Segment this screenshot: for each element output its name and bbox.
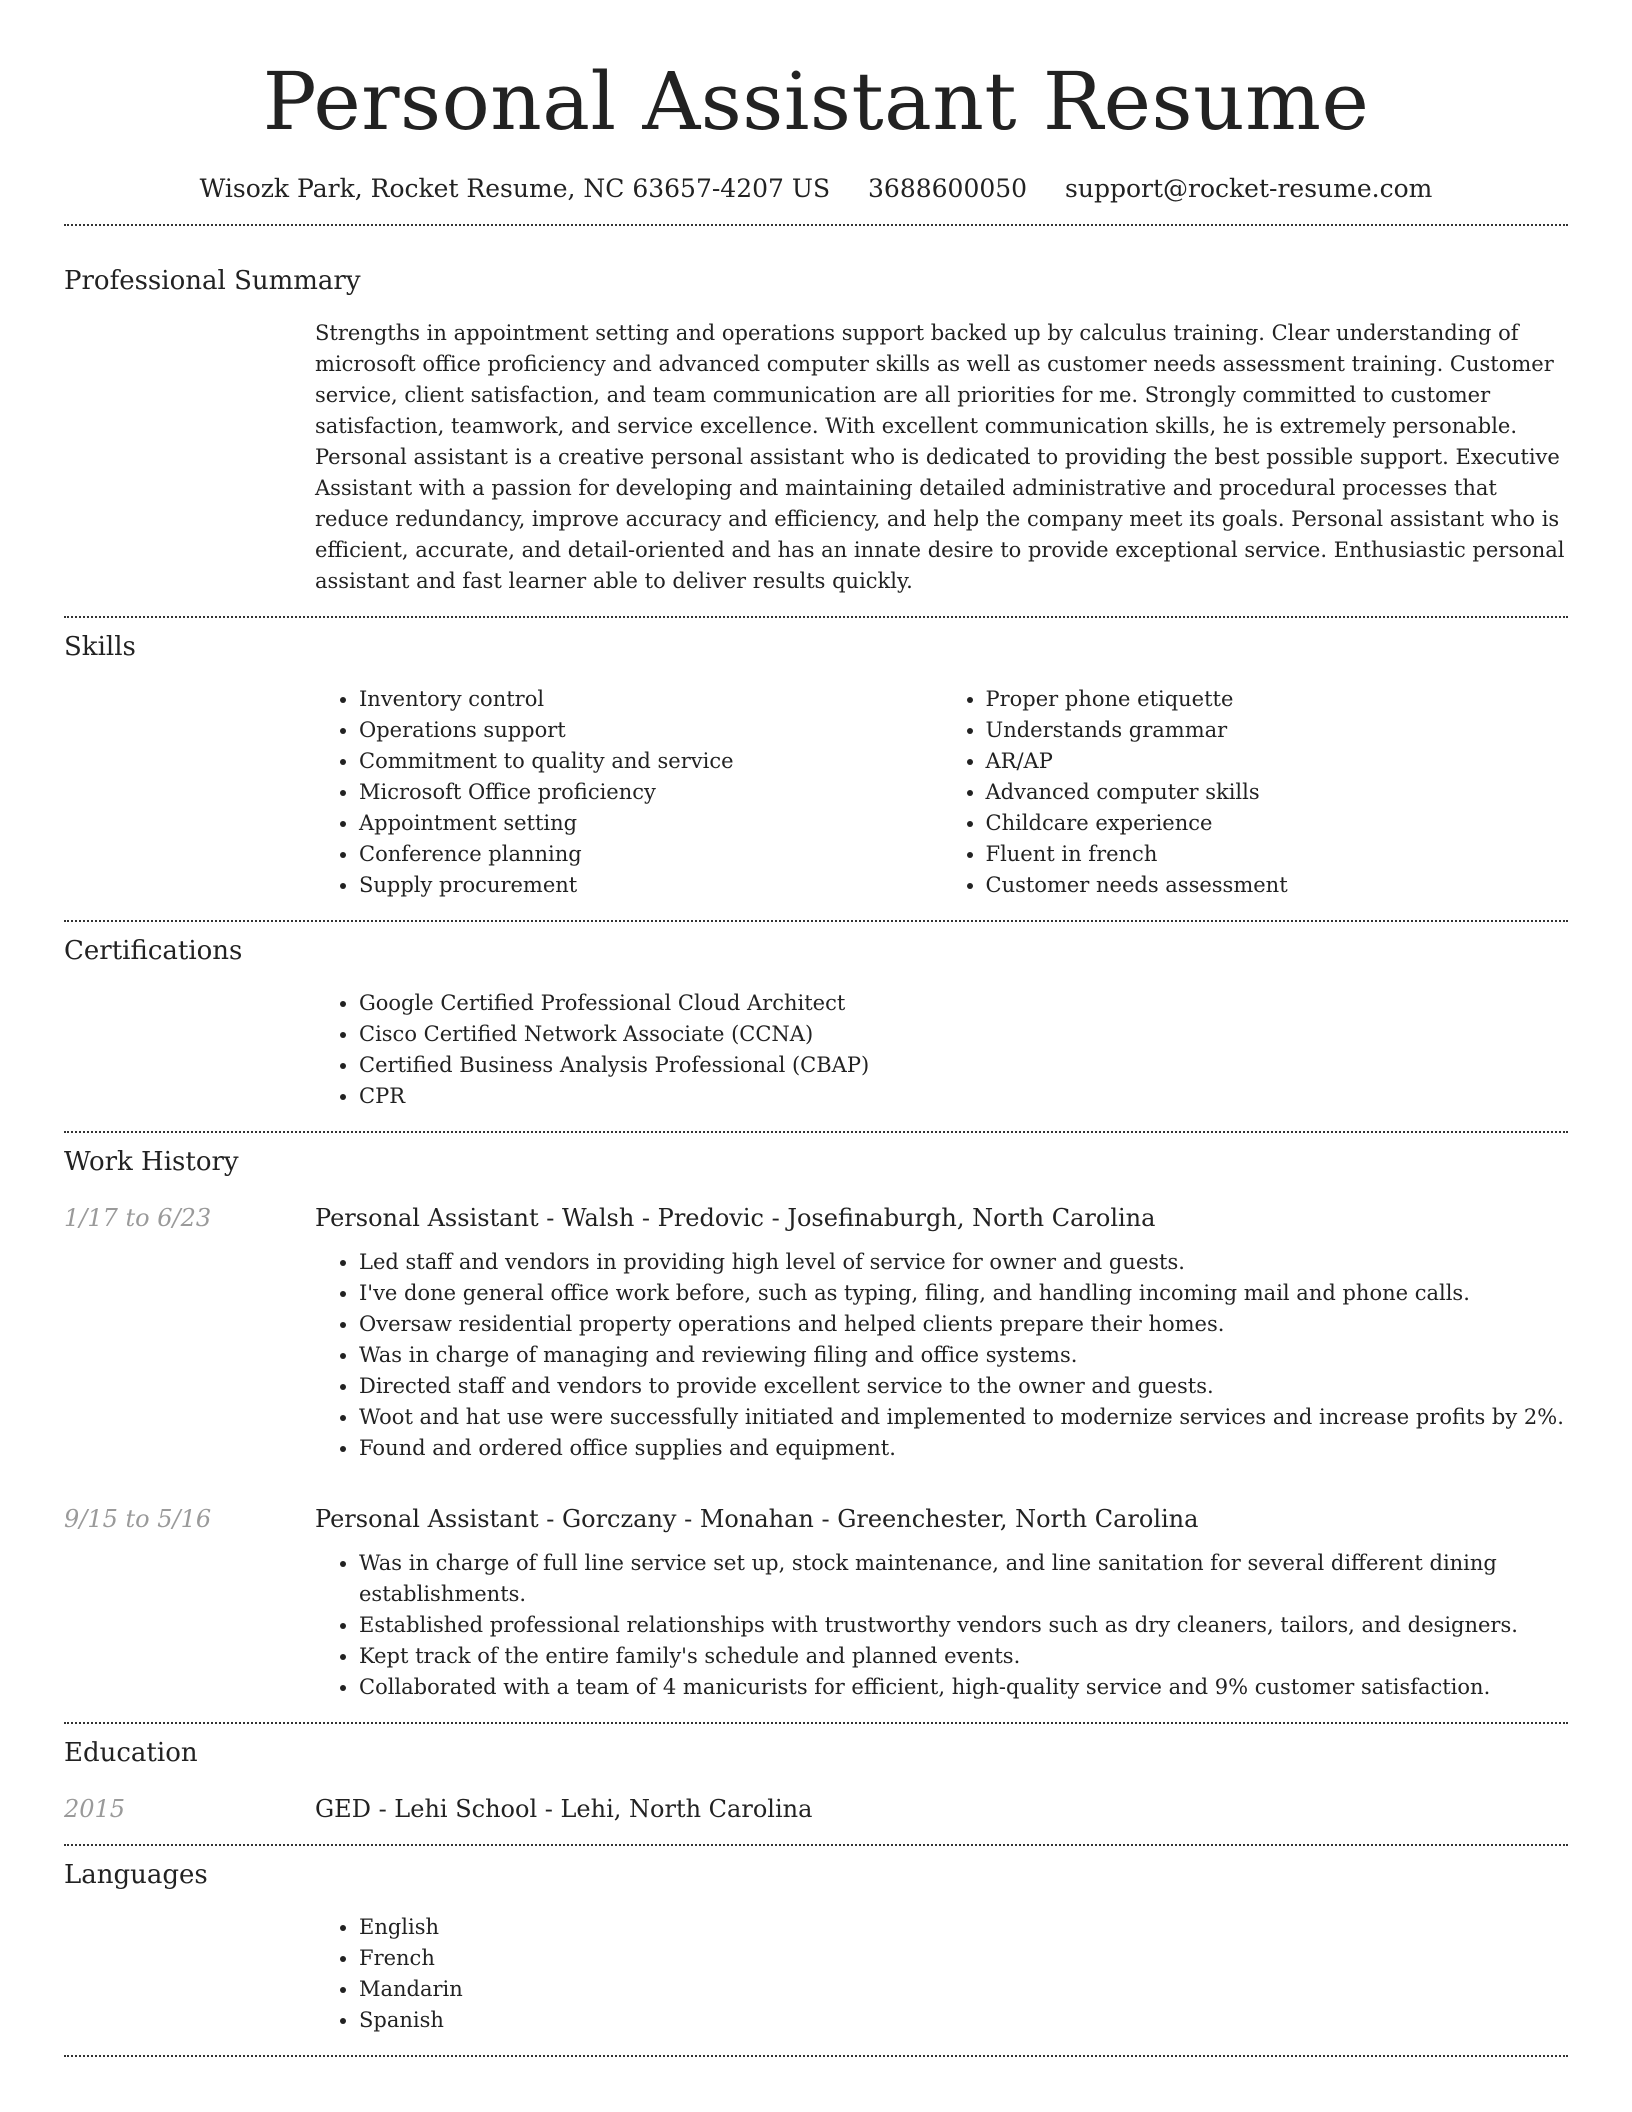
certifications-list <box>315 988 1568 1112</box>
list-item: • Conference planning <box>359 839 942 870</box>
list-item: • Supply procurement <box>359 870 942 901</box>
job-date: 1/17 to 6/23 <box>64 1204 212 1232</box>
list-item: • Microsoft Office proficiency <box>359 777 942 808</box>
education-entry: GED - Lehi School - Lehi, North Carolina <box>315 1795 813 1823</box>
list-item: • Commitment to quality and service <box>359 746 942 777</box>
section-title-skills: Skills <box>64 632 136 662</box>
list-item: • Advanced computer skills <box>986 777 1569 808</box>
divider <box>64 616 1568 618</box>
divider <box>64 1844 1568 1846</box>
list-item: • French <box>359 1943 1568 1974</box>
education-date: 2015 <box>64 1795 126 1823</box>
summary-text: Strengths in appointment setting and operations support backed up by calculus training. Clear understanding of microsoft office proficiency and advanced computer skills as well as customer needs assessment training. Customer service, client satisfaction, and team communication are all priorities for me. Strongly committed to customer satisfaction, teamwork, and service excellence. With excellent communication skills, he is extremely personable. Personal assistant is a creative personal assistant who is dedicated to providing the best possible support. Executive Assistant with a passion for developing and maintaining detailed administrative and procedural processes that reduce redundancy, improve accuracy and efficiency, and help the company meet its goals. Personal assistant who is efficient, accurate, and detail-oriented and has an innate desire to provide exceptional service. Enthusiastic personal assistant and fast learner able to deliver results quickly. <box>315 321 1565 593</box>
section-title-languages: Languages <box>64 1860 208 1890</box>
list-item: • English <box>359 1912 1568 1943</box>
section-summary <box>64 264 1568 597</box>
list-item: • Collaborated with a team of 4 manicurists for efficient, high-quality service and 9% customer satisfaction. <box>359 1672 1568 1703</box>
list-item: • Kept track of the entire family's schedule and planned events. <box>359 1641 1568 1672</box>
divider <box>64 1722 1568 1724</box>
job-bullets <box>315 1247 1568 1464</box>
list-item: • Found and ordered office supplies and equipment. <box>359 1433 1568 1464</box>
contact-email: support@rocket-resume.com <box>1065 174 1433 203</box>
section-title-summary: Professional Summary <box>64 266 361 296</box>
skills-list-left <box>315 684 942 901</box>
list-item: • Cisco Certified Network Associate (CCNA) <box>359 1019 1568 1050</box>
list-item: • Established professional relationships with trustworthy vendors such as dry cleaners, tailors, and designers. <box>359 1610 1568 1641</box>
list-item: • Inventory control <box>359 684 942 715</box>
list-item: • Customer needs assessment <box>986 870 1569 901</box>
divider <box>64 2055 1568 2057</box>
divider <box>64 224 1568 226</box>
contact-line <box>64 172 1568 206</box>
list-item: • Spanish <box>359 2005 1568 2036</box>
list-item: • AR/AP <box>986 746 1569 777</box>
list-item: • Fluent in french <box>986 839 1569 870</box>
skills-list-right <box>942 684 1569 901</box>
list-item: • Mandarin <box>359 1974 1568 2005</box>
section-skills <box>64 630 1568 901</box>
list-item: • Led staff and vendors in providing high level of service for owner and guests. <box>359 1247 1568 1278</box>
list-item: • Operations support <box>359 715 942 746</box>
section-work-history <box>64 1145 1568 1703</box>
contact-address: Wisozk Park, Rocket Resume, NC 63657-4207 US <box>199 174 831 203</box>
section-education <box>64 1736 1568 1826</box>
list-item: • CPR <box>359 1081 1568 1112</box>
job-date: 9/15 to 5/16 <box>64 1505 212 1533</box>
list-item: • I've done general office work before, such as typing, filing, and handling incoming mail and phone calls. <box>359 1278 1568 1309</box>
list-item: • Proper phone etiquette <box>986 684 1569 715</box>
languages-list <box>315 1912 1568 2036</box>
section-title-work: Work History <box>64 1147 239 1177</box>
list-item: • Understands grammar <box>986 715 1569 746</box>
job-entry <box>64 1201 1568 1464</box>
list-item: • Woot and hat use were successfully initiated and implemented to modernize services and increase profits by 2%. <box>359 1402 1568 1433</box>
divider <box>64 1131 1568 1133</box>
resume-page <box>64 0 1568 2057</box>
divider <box>64 920 1568 922</box>
list-item: • Oversaw residential property operations and helped clients prepare their homes. <box>359 1309 1568 1340</box>
list-item: • Google Certified Professional Cloud Architect <box>359 988 1568 1019</box>
section-languages <box>64 1858 1568 2036</box>
section-title-education: Education <box>64 1738 198 1768</box>
list-item: • Was in charge of managing and reviewing filing and office systems. <box>359 1340 1568 1371</box>
job-title: Personal Assistant - Gorczany - Monahan - Greenchester, North Carolina <box>315 1505 1199 1533</box>
job-entry <box>64 1502 1568 1703</box>
resume-title: Personal Assistant Resume <box>262 55 1370 148</box>
list-item: • Certified Business Analysis Professional (CBAP) <box>359 1050 1568 1081</box>
job-bullets <box>315 1548 1568 1703</box>
list-item: • Appointment setting <box>359 808 942 839</box>
section-certifications <box>64 934 1568 1112</box>
list-item: • Childcare experience <box>986 808 1569 839</box>
contact-phone: 3688600050 <box>868 174 1028 203</box>
list-item: • Was in charge of full line service set up, stock maintenance, and line sanitation for several different dining establishments. <box>359 1548 1568 1610</box>
job-title: Personal Assistant - Walsh - Predovic - Josefinaburgh, North Carolina <box>315 1204 1156 1232</box>
list-item: • Directed staff and vendors to provide excellent service to the owner and guests. <box>359 1371 1568 1402</box>
section-title-certifications: Certifications <box>64 936 243 966</box>
